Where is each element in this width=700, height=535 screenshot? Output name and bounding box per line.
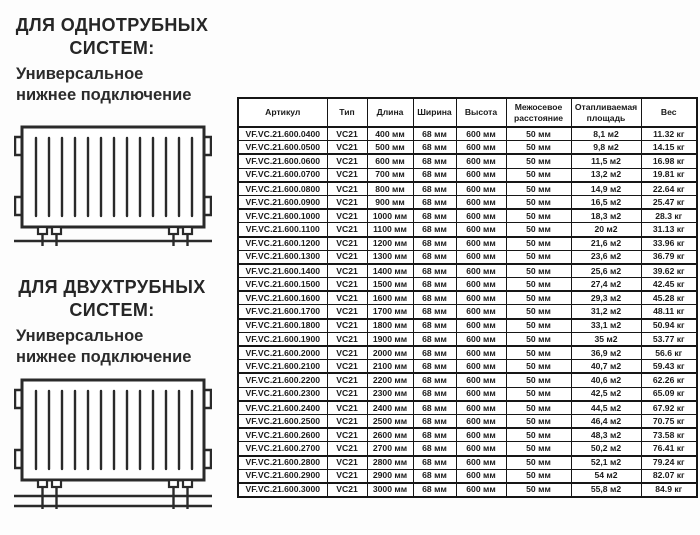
- table-cell: 11.32 кг: [641, 127, 697, 141]
- table-cell: 600 мм: [456, 250, 506, 264]
- table-cell: 45.28 кг: [641, 291, 697, 305]
- table-row: [238, 401, 697, 415]
- table-cell: 600 мм: [456, 209, 506, 223]
- table-row: [238, 168, 697, 182]
- table-cell: 33.96 кг: [641, 237, 697, 251]
- table-row: [238, 360, 697, 374]
- table-cell: 18,3 м2: [571, 209, 641, 223]
- table-cell: 68 мм: [413, 442, 456, 456]
- table-cell: 68 мм: [413, 209, 456, 223]
- table-cell: 68 мм: [413, 401, 456, 415]
- table-cell: 600 мм: [456, 360, 506, 374]
- table-cell: VF.VC.21.600.2900: [238, 469, 327, 483]
- table-cell: 68 мм: [413, 414, 456, 428]
- table-cell: 53.77 кг: [641, 332, 697, 346]
- table-cell: 1500 мм: [367, 278, 413, 292]
- table-cell: VC21: [327, 305, 367, 319]
- table-row: [238, 305, 697, 319]
- table-row: [238, 250, 697, 264]
- table-cell: 14.15 кг: [641, 141, 697, 155]
- table-cell: VC21: [327, 291, 367, 305]
- table-cell: 600 мм: [456, 278, 506, 292]
- table-cell: 2500 мм: [367, 414, 413, 428]
- table-cell: 2900 мм: [367, 469, 413, 483]
- table-cell: 2200 мм: [367, 373, 413, 387]
- table-cell: 50 мм: [506, 373, 571, 387]
- table-cell: 600 мм: [456, 305, 506, 319]
- table-row: [238, 264, 697, 278]
- table-cell: 79.24 кг: [641, 456, 697, 470]
- table-cell: 68 мм: [413, 346, 456, 360]
- table-cell: 40,7 м2: [571, 360, 641, 374]
- table-cell: 1900 мм: [367, 332, 413, 346]
- table-cell: 1100 мм: [367, 223, 413, 237]
- column-header-0: Артикул: [238, 98, 327, 127]
- table-cell: VC21: [327, 168, 367, 182]
- table-cell: 33,1 м2: [571, 319, 641, 333]
- table-cell: 1600 мм: [367, 291, 413, 305]
- table-cell: 8,1 м2: [571, 127, 641, 141]
- table-row: [238, 154, 697, 168]
- table-cell: 20 м2: [571, 223, 641, 237]
- table-cell: VF.VC.21.600.0800: [238, 182, 327, 196]
- two-pipe-heading-line2: СИСТЕМ:: [69, 299, 155, 320]
- table-cell: 1200 мм: [367, 237, 413, 251]
- column-header-4: Высота: [456, 98, 506, 127]
- column-header-1: Тип: [327, 98, 367, 127]
- table-cell: 50 мм: [506, 209, 571, 223]
- single-pipe-heading-line2: СИСТЕМ:: [69, 37, 155, 58]
- column-header-6: Отапливаемая площадь: [571, 98, 641, 127]
- table-cell: 68 мм: [413, 360, 456, 374]
- table-cell: 50 мм: [506, 387, 571, 401]
- table-cell: VC21: [327, 442, 367, 456]
- table-cell: VC21: [327, 223, 367, 237]
- table-cell: 27,4 м2: [571, 278, 641, 292]
- table-cell: VF.VC.21.600.1300: [238, 250, 327, 264]
- table-cell: 50 мм: [506, 442, 571, 456]
- table-cell: 50 мм: [506, 305, 571, 319]
- table-row: [238, 414, 697, 428]
- table-cell: 600 мм: [456, 442, 506, 456]
- table-cell: VC21: [327, 414, 367, 428]
- table-row: [238, 332, 697, 346]
- table-cell: 62.26 кг: [641, 373, 697, 387]
- table-cell: VF.VC.21.600.0900: [238, 195, 327, 209]
- table-cell: 600 мм: [456, 428, 506, 442]
- table-cell: 50.94 кг: [641, 319, 697, 333]
- table-cell: VF.VC.21.600.1000: [238, 209, 327, 223]
- table-cell: 50 мм: [506, 428, 571, 442]
- table-cell: 68 мм: [413, 387, 456, 401]
- table-cell: 50 мм: [506, 250, 571, 264]
- table-cell: 600 мм: [456, 291, 506, 305]
- table-cell: 2100 мм: [367, 360, 413, 374]
- two-pipe-heading: [12, 276, 212, 321]
- table-cell: 68 мм: [413, 319, 456, 333]
- table-cell: 29,3 м2: [571, 291, 641, 305]
- single-pipe-heading-line1: ДЛЯ ОДНОТРУБНЫХ: [15, 15, 209, 35]
- table-cell: 68 мм: [413, 264, 456, 278]
- table-cell: 600 мм: [456, 332, 506, 346]
- table-cell: VC21: [327, 154, 367, 168]
- table-cell: 59.43 кг: [641, 360, 697, 374]
- table-cell: VF.VC.21.600.0700: [238, 168, 327, 182]
- table-cell: 50 мм: [506, 483, 571, 497]
- table-cell: VF.VC.21.600.0400: [238, 127, 327, 141]
- table-cell: VF.VC.21.600.2800: [238, 456, 327, 470]
- table-cell: VC21: [327, 373, 367, 387]
- table-row: [238, 428, 697, 442]
- table-cell: VF.VC.21.600.0600: [238, 154, 327, 168]
- table-cell: 900 мм: [367, 195, 413, 209]
- table-cell: 56.6 кг: [641, 346, 697, 360]
- table-row: [238, 469, 697, 483]
- table-row: [238, 182, 697, 196]
- table-cell: 68 мм: [413, 250, 456, 264]
- header-row: [238, 98, 697, 127]
- table-cell: 22.64 кг: [641, 182, 697, 196]
- table-cell: 21,6 м2: [571, 237, 641, 251]
- table-cell: 50 мм: [506, 291, 571, 305]
- spec-table-body: [238, 127, 697, 497]
- table-cell: 50 мм: [506, 154, 571, 168]
- table-cell: 55,8 м2: [571, 483, 641, 497]
- single-pipe-subheading: [12, 64, 222, 107]
- table-cell: VF.VC.21.600.2700: [238, 442, 327, 456]
- table-cell: 68 мм: [413, 141, 456, 155]
- table-cell: 68 мм: [413, 154, 456, 168]
- table-cell: VC21: [327, 456, 367, 470]
- table-row: [238, 291, 697, 305]
- table-cell: VF.VC.21.600.2500: [238, 414, 327, 428]
- table-cell: 42.45 кг: [641, 278, 697, 292]
- table-cell: 600 мм: [456, 483, 506, 497]
- table-cell: 600 мм: [456, 456, 506, 470]
- table-cell: 16,5 м2: [571, 195, 641, 209]
- table-cell: VF.VC.21.600.1100: [238, 223, 327, 237]
- table-cell: 800 мм: [367, 182, 413, 196]
- table-cell: 50 мм: [506, 456, 571, 470]
- table-cell: 73.58 кг: [641, 428, 697, 442]
- table-cell: 68 мм: [413, 483, 456, 497]
- table-cell: 600 мм: [456, 346, 506, 360]
- table-cell: 11,5 м2: [571, 154, 641, 168]
- table-cell: 48.11 кг: [641, 305, 697, 319]
- table-row: [238, 195, 697, 209]
- table-cell: 68 мм: [413, 305, 456, 319]
- table-cell: 2000 мм: [367, 346, 413, 360]
- table-cell: 700 мм: [367, 168, 413, 182]
- table-cell: 50 мм: [506, 195, 571, 209]
- table-cell: 68 мм: [413, 469, 456, 483]
- two-pipe-radiator-diagram: [14, 378, 212, 512]
- table-cell: 50 мм: [506, 469, 571, 483]
- table-cell: 50 мм: [506, 182, 571, 196]
- table-cell: 2700 мм: [367, 442, 413, 456]
- table-row: [238, 319, 697, 333]
- table-cell: 46,4 м2: [571, 414, 641, 428]
- table-cell: 68 мм: [413, 278, 456, 292]
- single-pipe-radiator-diagram: [14, 125, 212, 249]
- table-row: [238, 483, 697, 497]
- table-cell: 600 мм: [456, 387, 506, 401]
- table-cell: 600 мм: [456, 264, 506, 278]
- table-cell: 40,6 м2: [571, 373, 641, 387]
- table-cell: VF.VC.21.600.1700: [238, 305, 327, 319]
- table-cell: 50 мм: [506, 346, 571, 360]
- table-cell: 23,6 м2: [571, 250, 641, 264]
- two-pipe-subheading-line2: нижнее подключение: [16, 348, 192, 367]
- column-header-5: Межосевое расстояние: [506, 98, 571, 127]
- table-cell: 25,6 м2: [571, 264, 641, 278]
- table-cell: 1400 мм: [367, 264, 413, 278]
- table-cell: 42,5 м2: [571, 387, 641, 401]
- column-header-2: Длина: [367, 98, 413, 127]
- table-row: [238, 141, 697, 155]
- table-cell: 25.47 кг: [641, 195, 697, 209]
- table-cell: 2300 мм: [367, 387, 413, 401]
- table-cell: VC21: [327, 387, 367, 401]
- table-cell: VC21: [327, 264, 367, 278]
- table-cell: 44,5 м2: [571, 401, 641, 415]
- table-cell: 84.9 кг: [641, 483, 697, 497]
- table-cell: VF.VC.21.600.2300: [238, 387, 327, 401]
- table-cell: 50 мм: [506, 360, 571, 374]
- table-cell: 50 мм: [506, 127, 571, 141]
- table-cell: 52,1 м2: [571, 456, 641, 470]
- table-cell: VC21: [327, 401, 367, 415]
- table-cell: 50 мм: [506, 401, 571, 415]
- two-pipe-subheading-line1: Универсальное: [16, 327, 144, 345]
- table-cell: 50 мм: [506, 264, 571, 278]
- table-row: [238, 209, 697, 223]
- table-row: [238, 387, 697, 401]
- table-cell: VC21: [327, 182, 367, 196]
- single-pipe-subheading-line1: Универсальное: [16, 65, 144, 83]
- table-cell: VC21: [327, 209, 367, 223]
- table-cell: 50,2 м2: [571, 442, 641, 456]
- table-cell: 50 мм: [506, 168, 571, 182]
- table-cell: VF.VC.21.600.2400: [238, 401, 327, 415]
- table-cell: 68 мм: [413, 237, 456, 251]
- table-cell: 600 мм: [456, 237, 506, 251]
- table-cell: 68 мм: [413, 182, 456, 196]
- table-cell: 1800 мм: [367, 319, 413, 333]
- table-cell: 50 мм: [506, 332, 571, 346]
- table-cell: 39.62 кг: [641, 264, 697, 278]
- table-cell: 600 мм: [456, 469, 506, 483]
- table-cell: 50 мм: [506, 319, 571, 333]
- table-cell: 14,9 м2: [571, 182, 641, 196]
- table-cell: 13,2 м2: [571, 168, 641, 182]
- table-cell: 19.81 кг: [641, 168, 697, 182]
- table-cell: 3000 мм: [367, 483, 413, 497]
- table-cell: 2400 мм: [367, 401, 413, 415]
- table-cell: 68 мм: [413, 291, 456, 305]
- table-cell: 70.75 кг: [641, 414, 697, 428]
- table-cell: 600 мм: [456, 223, 506, 237]
- table-cell: 68 мм: [413, 223, 456, 237]
- table-cell: 68 мм: [413, 195, 456, 209]
- table-cell: 68 мм: [413, 456, 456, 470]
- table-cell: 28.3 кг: [641, 209, 697, 223]
- table-cell: 50 мм: [506, 278, 571, 292]
- table-cell: 600 мм: [367, 154, 413, 168]
- table-cell: VF.VC.21.600.2000: [238, 346, 327, 360]
- table-cell: 600 мм: [456, 154, 506, 168]
- table-cell: 31,2 м2: [571, 305, 641, 319]
- table-cell: 35 м2: [571, 332, 641, 346]
- table-cell: 600 мм: [456, 127, 506, 141]
- table-cell: 600 мм: [456, 319, 506, 333]
- radiator-icon: [14, 378, 212, 512]
- table-cell: 36,9 м2: [571, 346, 641, 360]
- table-row: [238, 278, 697, 292]
- table-cell: 2600 мм: [367, 428, 413, 442]
- single-pipe-subheading-line2: нижнее подключение: [16, 86, 192, 105]
- table-cell: 50 мм: [506, 237, 571, 251]
- table-cell: VC21: [327, 428, 367, 442]
- table-row: [238, 442, 697, 456]
- table-cell: 1000 мм: [367, 209, 413, 223]
- table-cell: 600 мм: [456, 401, 506, 415]
- table-cell: VC21: [327, 319, 367, 333]
- table-row: [238, 223, 697, 237]
- table-cell: VF.VC.21.600.2200: [238, 373, 327, 387]
- table-cell: VC21: [327, 250, 367, 264]
- table-cell: 600 мм: [456, 168, 506, 182]
- table-cell: 600 мм: [456, 414, 506, 428]
- table-cell: 600 мм: [456, 373, 506, 387]
- table-cell: 1300 мм: [367, 250, 413, 264]
- table-cell: 1700 мм: [367, 305, 413, 319]
- table-row: [238, 127, 697, 141]
- table-cell: VF.VC.21.600.1500: [238, 278, 327, 292]
- table-cell: 67.92 кг: [641, 401, 697, 415]
- spec-table: [237, 97, 698, 498]
- table-cell: VC21: [327, 127, 367, 141]
- table-cell: VC21: [327, 141, 367, 155]
- table-cell: VC21: [327, 332, 367, 346]
- table-cell: 600 мм: [456, 195, 506, 209]
- table-cell: 31.13 кг: [641, 223, 697, 237]
- table-cell: 600 мм: [456, 141, 506, 155]
- table-row: [238, 373, 697, 387]
- two-pipe-subheading: [12, 326, 222, 369]
- table-cell: 68 мм: [413, 127, 456, 141]
- table-cell: VC21: [327, 237, 367, 251]
- table-cell: VF.VC.21.600.2100: [238, 360, 327, 374]
- table-cell: VF.VC.21.600.1400: [238, 264, 327, 278]
- table-cell: 76.41 кг: [641, 442, 697, 456]
- table-row: [238, 237, 697, 251]
- table-cell: 600 мм: [456, 182, 506, 196]
- table-cell: 50 мм: [506, 223, 571, 237]
- table-cell: VC21: [327, 278, 367, 292]
- table-cell: VF.VC.21.600.1900: [238, 332, 327, 346]
- table-cell: 48,3 м2: [571, 428, 641, 442]
- table-cell: 68 мм: [413, 332, 456, 346]
- table-cell: 500 мм: [367, 141, 413, 155]
- table-cell: 54 м2: [571, 469, 641, 483]
- table-cell: VF.VC.21.600.1600: [238, 291, 327, 305]
- table-cell: VF.VC.21.600.2600: [238, 428, 327, 442]
- table-cell: VF.VC.21.600.0500: [238, 141, 327, 155]
- table-cell: 9,8 м2: [571, 141, 641, 155]
- table-cell: VF.VC.21.600.1200: [238, 237, 327, 251]
- table-cell: 50 мм: [506, 141, 571, 155]
- single-pipe-heading: [12, 14, 212, 59]
- table-cell: 400 мм: [367, 127, 413, 141]
- column-header-7: Вес: [641, 98, 697, 127]
- table-cell: 2800 мм: [367, 456, 413, 470]
- table-cell: 68 мм: [413, 168, 456, 182]
- table-row: [238, 346, 697, 360]
- table-row: [238, 456, 697, 470]
- table-cell: VF.VC.21.600.1800: [238, 319, 327, 333]
- table-cell: VC21: [327, 469, 367, 483]
- table-cell: 68 мм: [413, 373, 456, 387]
- table-cell: 65.09 кг: [641, 387, 697, 401]
- table-cell: VC21: [327, 346, 367, 360]
- radiator-icon: [14, 125, 212, 249]
- table-cell: VF.VC.21.600.3000: [238, 483, 327, 497]
- table-cell: VC21: [327, 483, 367, 497]
- table-cell: 82.07 кг: [641, 469, 697, 483]
- table-cell: 16.98 кг: [641, 154, 697, 168]
- spec-table-head: [238, 98, 697, 127]
- two-pipe-heading-line1: ДЛЯ ДВУХТРУБНЫХ: [18, 277, 206, 297]
- table-cell: 68 мм: [413, 428, 456, 442]
- table-cell: VC21: [327, 360, 367, 374]
- table-cell: 36.79 кг: [641, 250, 697, 264]
- table-cell: 50 мм: [506, 414, 571, 428]
- table-cell: VC21: [327, 195, 367, 209]
- column-header-3: Ширина: [413, 98, 456, 127]
